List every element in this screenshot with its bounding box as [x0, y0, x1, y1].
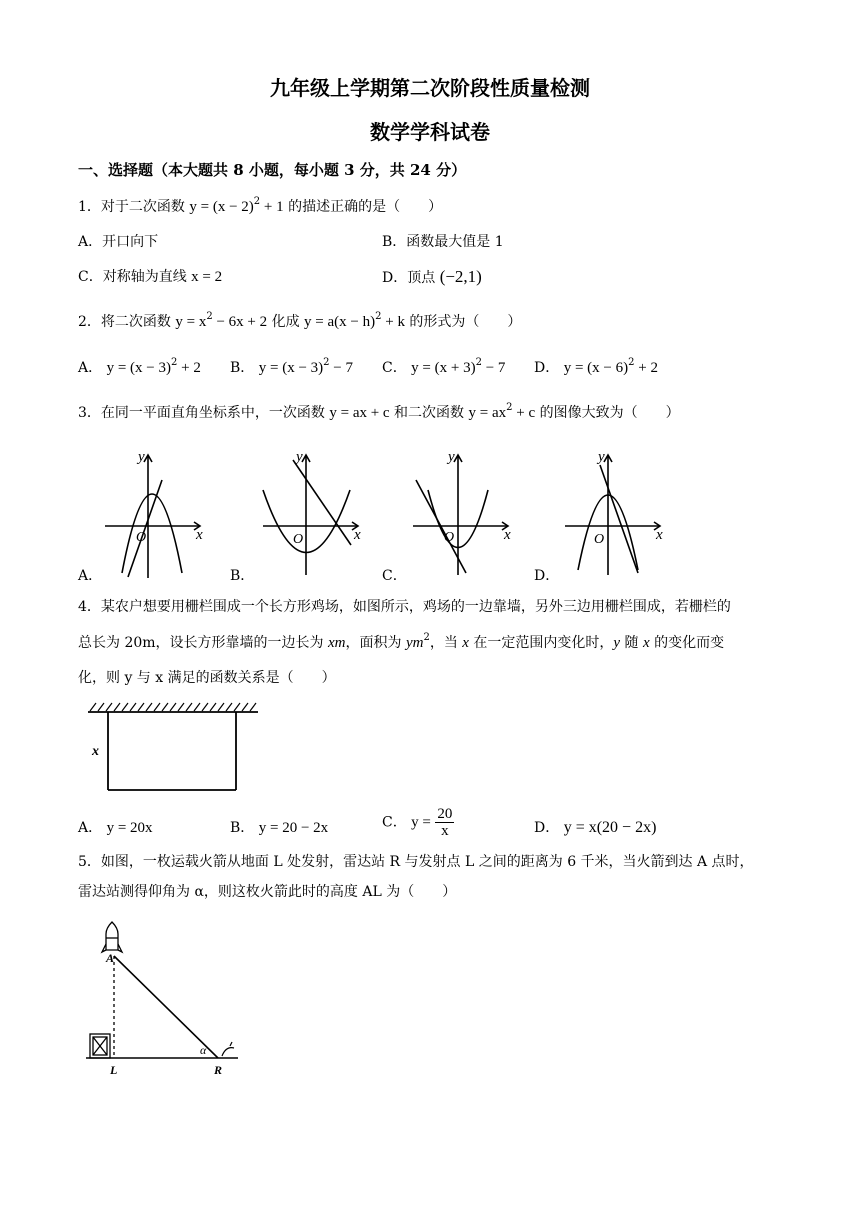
axis-x-label: x — [504, 527, 511, 543]
q3-graph-c — [408, 445, 518, 580]
angle-alpha-label: α — [200, 1043, 207, 1057]
axis-y-label: y — [448, 449, 455, 465]
launch-tower-icon — [90, 1034, 110, 1058]
point-r-label: R — [214, 1063, 223, 1077]
axis-y-label: y — [598, 449, 605, 465]
q5-stem-line2: 雷达站测得仰角为 α，则这枚火箭此时的高度 AL 为（ ） — [78, 884, 457, 900]
q4-stem-line1: 4．某农户想要用栅栏围成一个长方形鸡场，如图所示，鸡场的一边靠墙，另外三边用栅栏围成，若栅栏的 — [78, 599, 731, 615]
axis-x-label: x — [354, 527, 361, 543]
q3-graph-d — [560, 445, 670, 580]
q3-graph-a — [100, 445, 210, 580]
axis-x-label: x — [196, 527, 203, 543]
wall-hatch — [90, 703, 256, 711]
axis-x-label: x — [656, 527, 663, 543]
q1-option-a: A．开口向下 — [78, 234, 159, 250]
q4-option-b: B． y = 20 − 2x — [230, 820, 329, 836]
q4-option-c: C． y = $\frac{20}{x}$ — [382, 806, 453, 839]
q3-graph-b — [258, 445, 368, 580]
q1-option-b: B．函数最大值是 1 — [382, 234, 504, 250]
q3-option-d-label: D． — [534, 568, 560, 584]
q3-option-c-label: C． — [382, 568, 407, 584]
section-heading: 一、选择题（本大题共 8 小题，每小题 3 分，共 24 分） — [78, 161, 467, 179]
origin-label: O — [293, 532, 304, 547]
side-x-label: x — [92, 744, 99, 759]
q1-stem: 1．对于二次函数 $y = (x - 2)^2 + 1$ 的描述正确的是（ ） — [78, 196, 443, 215]
q4-stem-line2: 总长为 20m，设长方形靠墙的一边长为 xm，面积为 $ym^2$，当 x 在一定范围内变化时，y 随 x 的变化而变 — [78, 632, 725, 651]
exam-subtitle: 数学学科试卷 — [370, 120, 490, 144]
q5-stem-line1: 5．如图，一枚运载火箭从地面 L 处发射，雷达站 R 与发射点 L 之间的距离为 6 千米，当火箭到达 A 点时， — [78, 854, 754, 870]
origin-label: O — [444, 530, 455, 545]
q4-option-d: D． y = x(20 − 2x) — [534, 819, 657, 836]
q2-option-c: C． $y = (x + 3)^2 - 7$ — [382, 357, 506, 376]
axis-y-label: y — [296, 449, 303, 465]
origin-label: O — [594, 532, 605, 547]
q4-option-a: A． y = 20x — [78, 820, 153, 836]
axis-y-label: y — [138, 449, 145, 465]
q4-stem-line3: 化，则 y 与 x 满足的函数关系是（ ） — [78, 670, 336, 686]
q2-option-a: A． $y = (x - 3)^2 + 2$ — [78, 357, 201, 376]
q1-option-d: D．顶点 (−2,1) — [382, 267, 482, 286]
q1-option-c: C．对称轴为直线 x = 2 — [78, 269, 223, 285]
q5-figure — [80, 920, 250, 1080]
exam-title: 九年级上学期第二次阶段性质量检测 — [270, 76, 590, 100]
q3-option-a-label: A． — [78, 568, 103, 584]
point-l-label: L — [110, 1063, 118, 1077]
rocket-icon — [102, 922, 122, 952]
point-a-label: A — [106, 951, 115, 965]
q2-option-b: B． $y = (x - 3)^2 - 7$ — [230, 357, 354, 376]
radar-icon — [222, 1042, 234, 1056]
q2-option-d: D． $y = (x - 6)^2 + 2$ — [534, 357, 658, 376]
q2-stem: 2．将二次函数 $y = x^2 - 6x + 2$ 化成 $y = a(x - h)^2 + k$ 的形式为（ ） — [78, 311, 522, 330]
q3-option-b-label: B． — [230, 568, 255, 584]
q4-figure — [86, 700, 266, 795]
origin-label: O — [136, 530, 147, 545]
fraction: $\frac{20}{x}$ — [437, 806, 453, 839]
q3-stem: 3．在同一平面直角坐标系中，一次函数 y = ax + c 和二次函数 $y = ax^2 + c$ 的图像大致为（ ） — [78, 402, 680, 421]
